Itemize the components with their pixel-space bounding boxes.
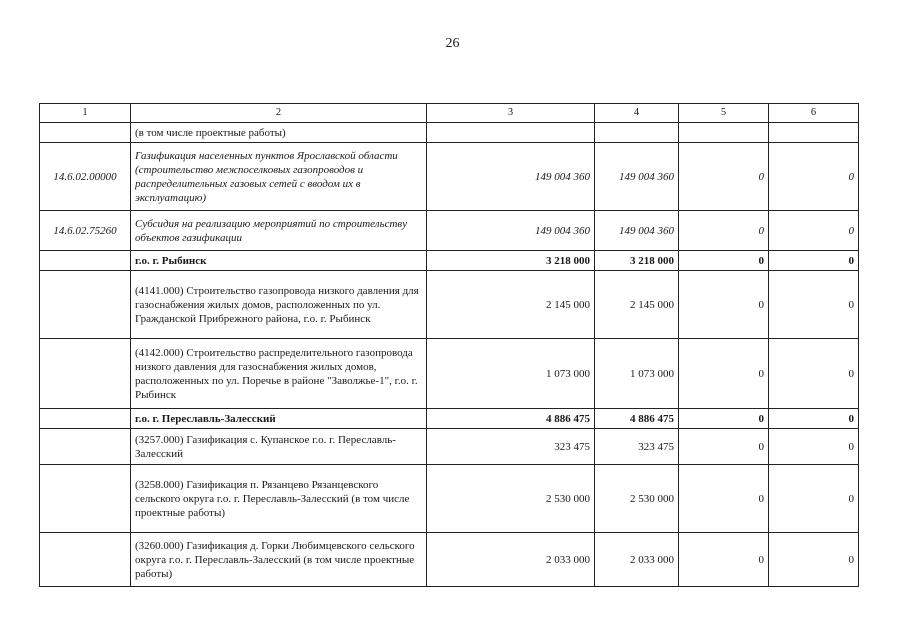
row-name: (в том числе проектные работы): [131, 123, 427, 143]
row-value-col3: 2 145 000: [427, 271, 595, 339]
row-value-col6: 0: [769, 143, 859, 211]
row-name: (3257.000) Газификация с. Купанское г.о. г. Переславль-Залесский: [131, 429, 427, 465]
column-header: 5: [679, 104, 769, 123]
row-value-col4: 1 073 000: [595, 339, 679, 409]
row-code: [40, 429, 131, 465]
column-header: 6: [769, 104, 859, 123]
table-row: [40, 429, 859, 465]
row-value-col4: 2 145 000: [595, 271, 679, 339]
row-code: [40, 271, 131, 339]
row-value-col6: 0: [769, 271, 859, 339]
row-value-col5: 0: [679, 429, 769, 465]
row-code: [40, 409, 131, 429]
row-name: г.о. г. Переславль-Залесский: [131, 409, 427, 429]
row-code: [40, 123, 131, 143]
row-code: [40, 251, 131, 271]
row-value-col3: 149 004 360: [427, 143, 595, 211]
row-value-col3: 149 004 360: [427, 211, 595, 251]
row-name: (4141.000) Строительство газопровода низкого давления для газоснабжения жилых домов, расположенных по ул. Гражданской Прибрежного района, г.о. г. Рыбинск: [131, 271, 427, 339]
row-value-col5: 0: [679, 143, 769, 211]
page-number: 26: [445, 36, 460, 51]
row-code: [40, 339, 131, 409]
table-row: [40, 465, 859, 533]
row-value-col4: 323 475: [595, 429, 679, 465]
row-value-col5: 0: [679, 409, 769, 429]
row-value-col6: 0: [769, 211, 859, 251]
row-value-col4: 4 886 475: [595, 409, 679, 429]
table-row-group-total: [40, 251, 859, 271]
column-header: 2: [131, 104, 427, 123]
column-header: 4: [595, 104, 679, 123]
row-value-col5: 0: [679, 251, 769, 271]
row-name: Газификация населенных пунктов Ярославской области (строительство межпоселковых газопроводов и распределительных газовых сетей с вводом их в эксплуатацию): [131, 143, 427, 211]
row-value-col5: 0: [679, 465, 769, 533]
row-value-col6: 0: [769, 409, 859, 429]
row-code: 14.6.02.75260: [40, 211, 131, 251]
column-header: 3: [427, 104, 595, 123]
row-value-col4: 2 530 000: [595, 465, 679, 533]
table-row: [40, 533, 859, 587]
table-row: [40, 271, 859, 339]
row-value-col3: 3 218 000: [427, 251, 595, 271]
row-value-col6: 0: [769, 429, 859, 465]
row-code: [40, 465, 131, 533]
row-name: г.о. г. Рыбинск: [131, 251, 427, 271]
row-value-col6: 0: [769, 251, 859, 271]
row-value-col3: 4 886 475: [427, 409, 595, 429]
row-value-col6: 0: [769, 533, 859, 587]
row-name: (4142.000) Строительство распределительного газопровода низкого давления для газоснабжения жилых домов, расположенных по ул. Поречье в районе "Заволжье-1", г.о. г. Рыбинск: [131, 339, 427, 409]
row-value-col6: [769, 123, 859, 143]
table-row: [40, 123, 859, 143]
row-value-col4: 149 004 360: [595, 143, 679, 211]
row-value-col5: [679, 123, 769, 143]
row-value-col4: 2 033 000: [595, 533, 679, 587]
row-value-col5: 0: [679, 271, 769, 339]
row-name: Субсидия на реализацию мероприятий по строительству объектов газификации: [131, 211, 427, 251]
row-value-col6: 0: [769, 465, 859, 533]
row-name: (3260.000) Газификация д. Горки Любимцевского сельского округа г.о. г. Переславль-Залесский (в том числе проектные работы): [131, 533, 427, 587]
column-header: 1: [40, 104, 131, 123]
table-row: [40, 143, 859, 211]
row-value-col5: 0: [679, 339, 769, 409]
table-row: [40, 339, 859, 409]
budget-table: [39, 103, 859, 587]
row-value-col3: [427, 123, 595, 143]
row-value-col3: 2 530 000: [427, 465, 595, 533]
table-header-row: [40, 104, 859, 123]
row-value-col5: 0: [679, 533, 769, 587]
table-row-group-total: [40, 409, 859, 429]
row-value-col3: 2 033 000: [427, 533, 595, 587]
row-code: [40, 533, 131, 587]
row-value-col3: 1 073 000: [427, 339, 595, 409]
row-value-col5: 0: [679, 211, 769, 251]
row-value-col3: 323 475: [427, 429, 595, 465]
row-code: 14.6.02.00000: [40, 143, 131, 211]
row-value-col4: [595, 123, 679, 143]
row-name: (3258.000) Газификация п. Рязанцево Рязанцевского сельского округа г.о. г. Переславль-Залесский (в том числе проектные работы): [131, 465, 427, 533]
row-value-col4: 3 218 000: [595, 251, 679, 271]
row-value-col6: 0: [769, 339, 859, 409]
table-row: [40, 211, 859, 251]
row-value-col4: 149 004 360: [595, 211, 679, 251]
